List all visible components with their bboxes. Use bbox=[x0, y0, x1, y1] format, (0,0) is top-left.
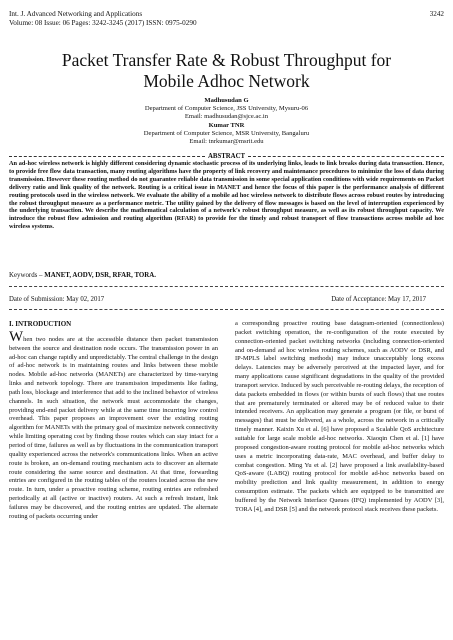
dashed-rule bbox=[248, 156, 444, 157]
section-heading: I. INTRODUCTION bbox=[9, 320, 72, 328]
keywords-value: MANET, AODV, DSR, RFAR, TORA. bbox=[44, 272, 156, 279]
abstract-text: An ad-hoc wireless network is highly different considering dynamic stochastic process of its underlying links, leads to link breaks during data transaction. Hence, to provide free flow data transaction, many routing algorithms have the property of link recovery and maintenance procedures to minimize the loss of data during transmission. However these routing method do not guarantee reliable data transmission in some special application conditions with wide requirements on Packet delivery ratio and link quality of the network. Routing is a critical issue in MANET and hence the focus of this paper is the performance analysis of different routing protocols used in the wireless network. We evaluate the ability of a mobile ad hoc wireless network to distribute flows across robust routes by introducing the robust throughput measure as a performance metric. The utility gained by the delivery of flow messages is based on the level of interruption experienced by the underlying transaction. We describe the mathematical calculation of a network's robust throughput measure, as well as its robust throughput capacity. We introduce the robust flow admission and routing algorithm (RFAR) to provide for the timely and robust transport of flow transactions across mobile ad hoc wireless systems. bbox=[9, 160, 444, 231]
left-column bbox=[9, 320, 218, 522]
abstract-divider bbox=[9, 152, 444, 160]
intro-text-right: a corresponding proactive routing base datagram-oriented (connectionless) packet switching operation, the re-configuration of the route executed by connection-oriented packet switching networks (including connection-oriented and on-demand ad hoc wireless routing schemes, such as AODV or DSR, and IP-MPLS label switching methods) may induce unacceptably long excess delays. Latencies may be adversely perceived at the impacted layer, and for many applications cause significant degradations in the quality of the provided transport service. Induced by such perceivable re-routing delays, the reception of data packets embedded in flows (or within bursts of such flows) that use routes that are prematurely terminated or altered may be of reduced value to their intended receivers. An application may generate a program (or file, or burst of messages) that must be delivered, as a whole, across the network in a critically timely manner. Kaixin Xu et al. [6] have proposed a Scalable QoS architecture suitable for large scale mobile ad-hoc networks. Xiaoqin Chen et al. [1] have proposed congestion-aware routing protocol for mobile ad-hoc networks which uses a metric incorporating data-rate, MAC overhead, and buffer delay to combat congestion. Ming Yu et al. [2] have proposed a link availability-based QoS-aware (LABQ) routing protocol for mobile ad-hoc networks based on mobility prediction and link quality measurement, in addition to energy consumption estimate. The packets which are equipped to be transmitted are buffered by the Network Interface Queues (IFQ) implemented by AODV [3], TORA [4], and DSR [5] and the network protocol stack receives these packets. bbox=[235, 320, 444, 513]
journal-name: Int. J. Advanced Networking and Applications bbox=[9, 10, 143, 18]
acceptance-date: Date of Acceptance: May 17, 2017 bbox=[331, 296, 426, 303]
abstract-label: ABSTRACT bbox=[208, 152, 246, 160]
dashed-rule bbox=[9, 286, 444, 287]
intro-text-left: hen two nodes are at the accessible distance then packet transmission between the source and destination node occurs. The transmission power in an ad-hoc can change rapidly and unpredictably. The central challenge in the design of ad-hoc network is in maintaining routes and links between these mobile nodes. Mobile ad-hoc networks (MANETs) are characterized by time-varying links and network topology. There are transmission impediments like fading, path loss, blockage and interference that add to the inclined behavior of wireless channels. In such situation, the network must accommodate the changes, providing end-end packet delivery while at the same time incurring low control overhead. This paper proposes an improvement over the existing routing algorithm for MANETs with the primary goal of maximize network connectivity while limiting operating cost by finding those routes which can stay intact for a period of time, failures as well as by fluctuations in the communication transport quality experienced across the network's communications links. When an active route is broken, an on-demand routing mechanism acts to discover an alternate route considering the same source and destination. At that time, forwarding entries are configured in the routing tables of the routers located across the new route. In turn, under a proactive routing scheme, routing entries are refreshed periodically at all (active or inactive) routers. At such a refresh instant, link failures may be discovered, and the routing entries are updated. The alternate routing of packets occurring under bbox=[9, 335, 218, 520]
dates-line bbox=[9, 296, 444, 303]
author-affiliation: Department of Computer Science, JSS University, Mysuru-06 bbox=[144, 105, 309, 113]
page-number: 3242 bbox=[429, 10, 444, 18]
running-header bbox=[9, 10, 197, 28]
author-affiliation: Department of Computer Science, MSR University, Bangaluru bbox=[143, 129, 310, 137]
volume-line: Volume: 08 Issue: 06 Pages: 3242-3245 (2017) ISSN: 0975-0290 bbox=[9, 19, 197, 27]
submission-date: Date of Submission: May 02, 2017 bbox=[9, 296, 105, 303]
drop-cap: W bbox=[9, 328, 24, 345]
author-email: Email: madhusudan@sjce.ac.in bbox=[184, 113, 269, 121]
paper-title bbox=[0, 50, 453, 92]
author-block bbox=[0, 97, 453, 146]
author-name: Madhusudan G bbox=[204, 97, 249, 104]
keywords-line bbox=[9, 272, 156, 279]
author-email: Email: tnrkumar@msrit.edu bbox=[189, 138, 264, 146]
author-name: Kumar TNR bbox=[208, 121, 245, 129]
keywords-label: Keywords – bbox=[9, 272, 43, 279]
right-column bbox=[235, 320, 444, 515]
dashed-rule bbox=[9, 156, 205, 157]
dashed-rule bbox=[9, 309, 444, 310]
title-line-1: Packet Transfer Rate & Robust Throughput for bbox=[61, 50, 392, 70]
title-line-2: Mobile Adhoc Network bbox=[143, 71, 310, 91]
